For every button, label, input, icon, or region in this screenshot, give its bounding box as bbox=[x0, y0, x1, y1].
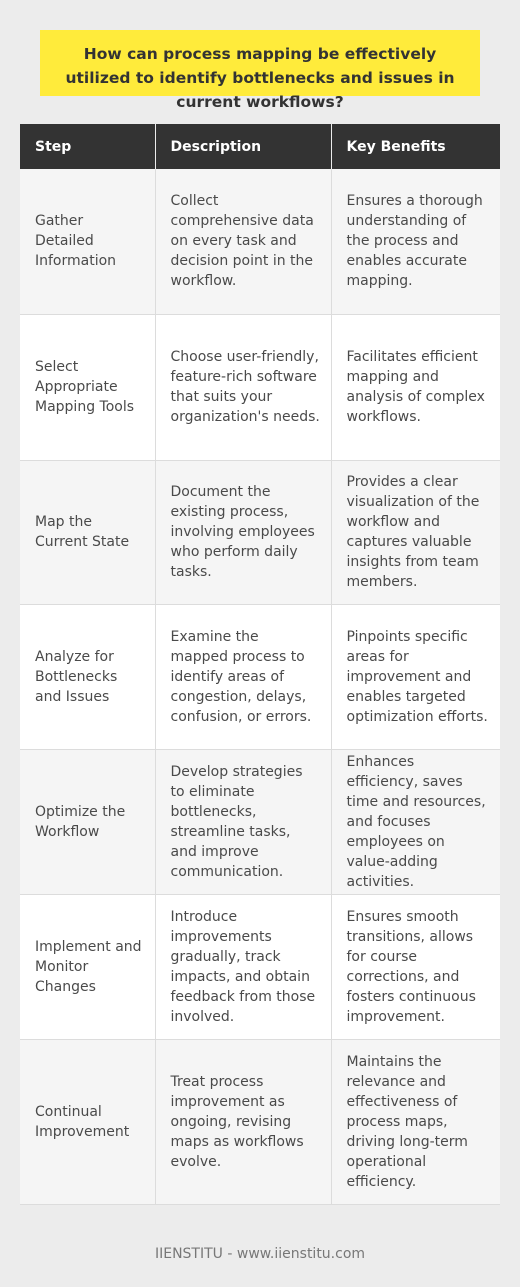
header-description: Description bbox=[155, 124, 331, 169]
benefits-cell: Maintains the relevance and effectiveness of process maps, driving long-term operational efficiency. bbox=[331, 1039, 500, 1204]
process-steps-table bbox=[20, 124, 500, 1205]
benefits-cell: Provides a clear visualization of the workflow and captures valuable insights from team members. bbox=[331, 460, 500, 604]
header-step: Step bbox=[20, 124, 155, 169]
table-row bbox=[20, 604, 500, 749]
page-title: How can process mapping be effectively utilized to identify bottlenecks and issues in current workflows? bbox=[65, 45, 455, 111]
description-cell: Choose user-friendly, feature-rich software that suits your organization's needs. bbox=[155, 314, 331, 460]
title-banner bbox=[40, 30, 480, 111]
description-cell: Collect comprehensive data on every task and decision point in the workflow. bbox=[155, 169, 331, 314]
step-cell: Analyze for Bottlenecks and Issues bbox=[20, 604, 155, 749]
table-row bbox=[20, 314, 500, 460]
step-cell: Gather Detailed Information bbox=[20, 169, 155, 314]
footer-credit: IIENSTITU - www.iienstitu.com bbox=[154, 1246, 366, 1262]
description-cell: Document the existing process, involving employees who perform daily tasks. bbox=[155, 460, 331, 604]
description-cell: Introduce improvements gradually, track impacts, and obtain feedback from those involved. bbox=[155, 894, 331, 1039]
table-row bbox=[20, 169, 500, 314]
benefits-cell: Ensures smooth transitions, allows for course corrections, and fosters continuous improvement. bbox=[331, 894, 500, 1039]
step-cell: Optimize the Workflow bbox=[20, 749, 155, 894]
table-row bbox=[20, 749, 500, 894]
step-cell: Continual Improvement bbox=[20, 1039, 155, 1204]
table-row bbox=[20, 460, 500, 604]
table-row bbox=[20, 894, 500, 1039]
description-cell: Examine the mapped process to identify areas of congestion, delays, confusion, or errors. bbox=[155, 604, 331, 749]
description-cell: Develop strategies to eliminate bottlenecks, streamline tasks, and improve communication. bbox=[155, 749, 331, 894]
benefits-cell: Ensures a thorough understanding of the process and enables accurate mapping. bbox=[331, 169, 500, 314]
table-header-row bbox=[20, 124, 500, 169]
step-cell: Map the Current State bbox=[20, 460, 155, 604]
benefits-cell: Enhances efficiency, saves time and resources, and focuses employees on value-adding activities. bbox=[331, 749, 500, 894]
benefits-cell: Pinpoints specific areas for improvement and enables targeted optimization efforts. bbox=[331, 604, 500, 749]
step-cell: Select Appropriate Mapping Tools bbox=[20, 314, 155, 460]
description-cell: Treat process improvement as ongoing, revising maps as workflows evolve. bbox=[155, 1039, 331, 1204]
step-cell: Implement and Monitor Changes bbox=[20, 894, 155, 1039]
benefits-cell: Facilitates efficient mapping and analysis of complex workflows. bbox=[331, 314, 500, 460]
table-row bbox=[20, 1039, 500, 1204]
header-key-benefits: Key Benefits bbox=[331, 124, 500, 169]
